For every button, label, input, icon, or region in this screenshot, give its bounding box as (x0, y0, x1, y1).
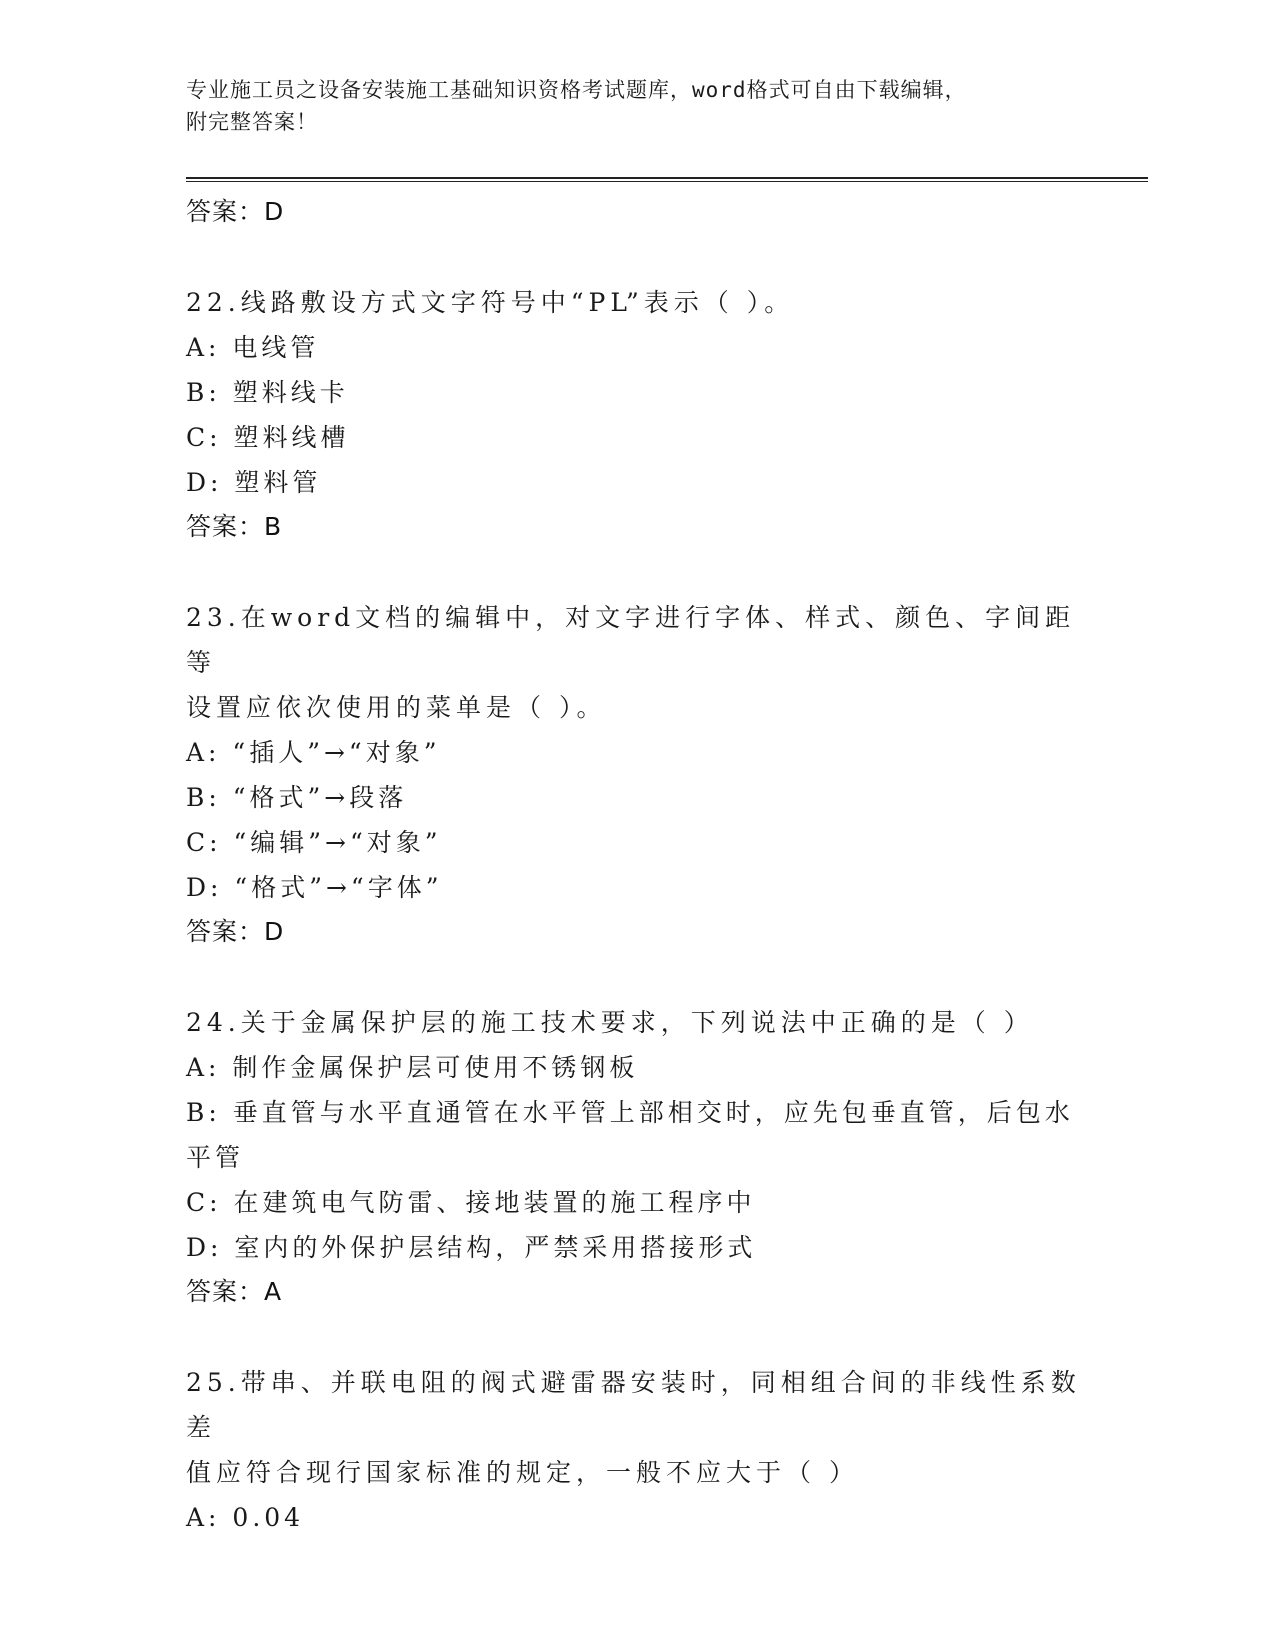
question-stem-continued: 值应符合现行国家标准的规定，一般不应大于（ ） (186, 1458, 859, 1487)
option-b-continued: 平管 (186, 1143, 245, 1172)
answer-line: 答案：D (186, 917, 285, 946)
answer-line: 答案：A (186, 1277, 283, 1306)
question-24 (186, 1000, 1086, 1314)
option-b: B: 垂直管与水平直通管在水平管上部相交时，应先包垂直管，后包水 (186, 1098, 1074, 1127)
header-divider-thin (186, 181, 1148, 182)
option-a: A: 电线管 (186, 333, 320, 362)
option-d: D: 室内的外保护层结构，严禁采用搭接形式 (186, 1233, 757, 1262)
previous-answer: 答案：D (186, 197, 285, 226)
option-b: B: 塑料线卡 (186, 378, 349, 407)
option-a: A: 制作金属保护层可使用不锈钢板 (186, 1053, 639, 1082)
header-divider-thick (186, 177, 1148, 179)
question-stem-continued: 设置应依次使用的菜单是（ ）。 (186, 693, 607, 722)
question-stem: 24.关于金属保护层的施工技术要求，下列说法中正确的是（ ） (186, 1008, 1034, 1037)
question-stem: 25.带串、并联电阻的阀式避雷器安装时，同相组合间的非线性系数差 (186, 1368, 1081, 1442)
option-b: B: “格式”→段落 (186, 783, 408, 812)
answer-line: 答案：B (186, 512, 283, 541)
question-25 (186, 1360, 1086, 1540)
question-list (186, 190, 1086, 1540)
header-line-1: 专业施工员之设备安装施工基础知识资格考试题库，word格式可自由下载编辑， (186, 78, 967, 102)
option-c: C: “编辑”→“对象” (186, 828, 442, 857)
option-a: A: “插人”→“对象” (186, 738, 441, 767)
header-note (186, 74, 1066, 138)
option-c: C: 在建筑电气防雷、接地装置的施工程序中 (186, 1188, 756, 1217)
question-23 (186, 595, 1086, 954)
question-22 (186, 280, 1086, 549)
option-a: A: 0.04 (186, 1503, 305, 1532)
option-c: C: 塑料线槽 (186, 423, 350, 452)
question-stem: 22.线路敷设方式文字符号中“PL”表示（ ）。 (186, 288, 795, 317)
question-stem: 23.在word文档的编辑中，对文字进行字体、样式、颜色、字间距等 (186, 603, 1076, 677)
header-line-2: 附完整答案！ (186, 110, 318, 134)
option-d: D: 塑料管 (186, 468, 322, 497)
option-d: D: “格式”→“字体” (186, 873, 443, 902)
